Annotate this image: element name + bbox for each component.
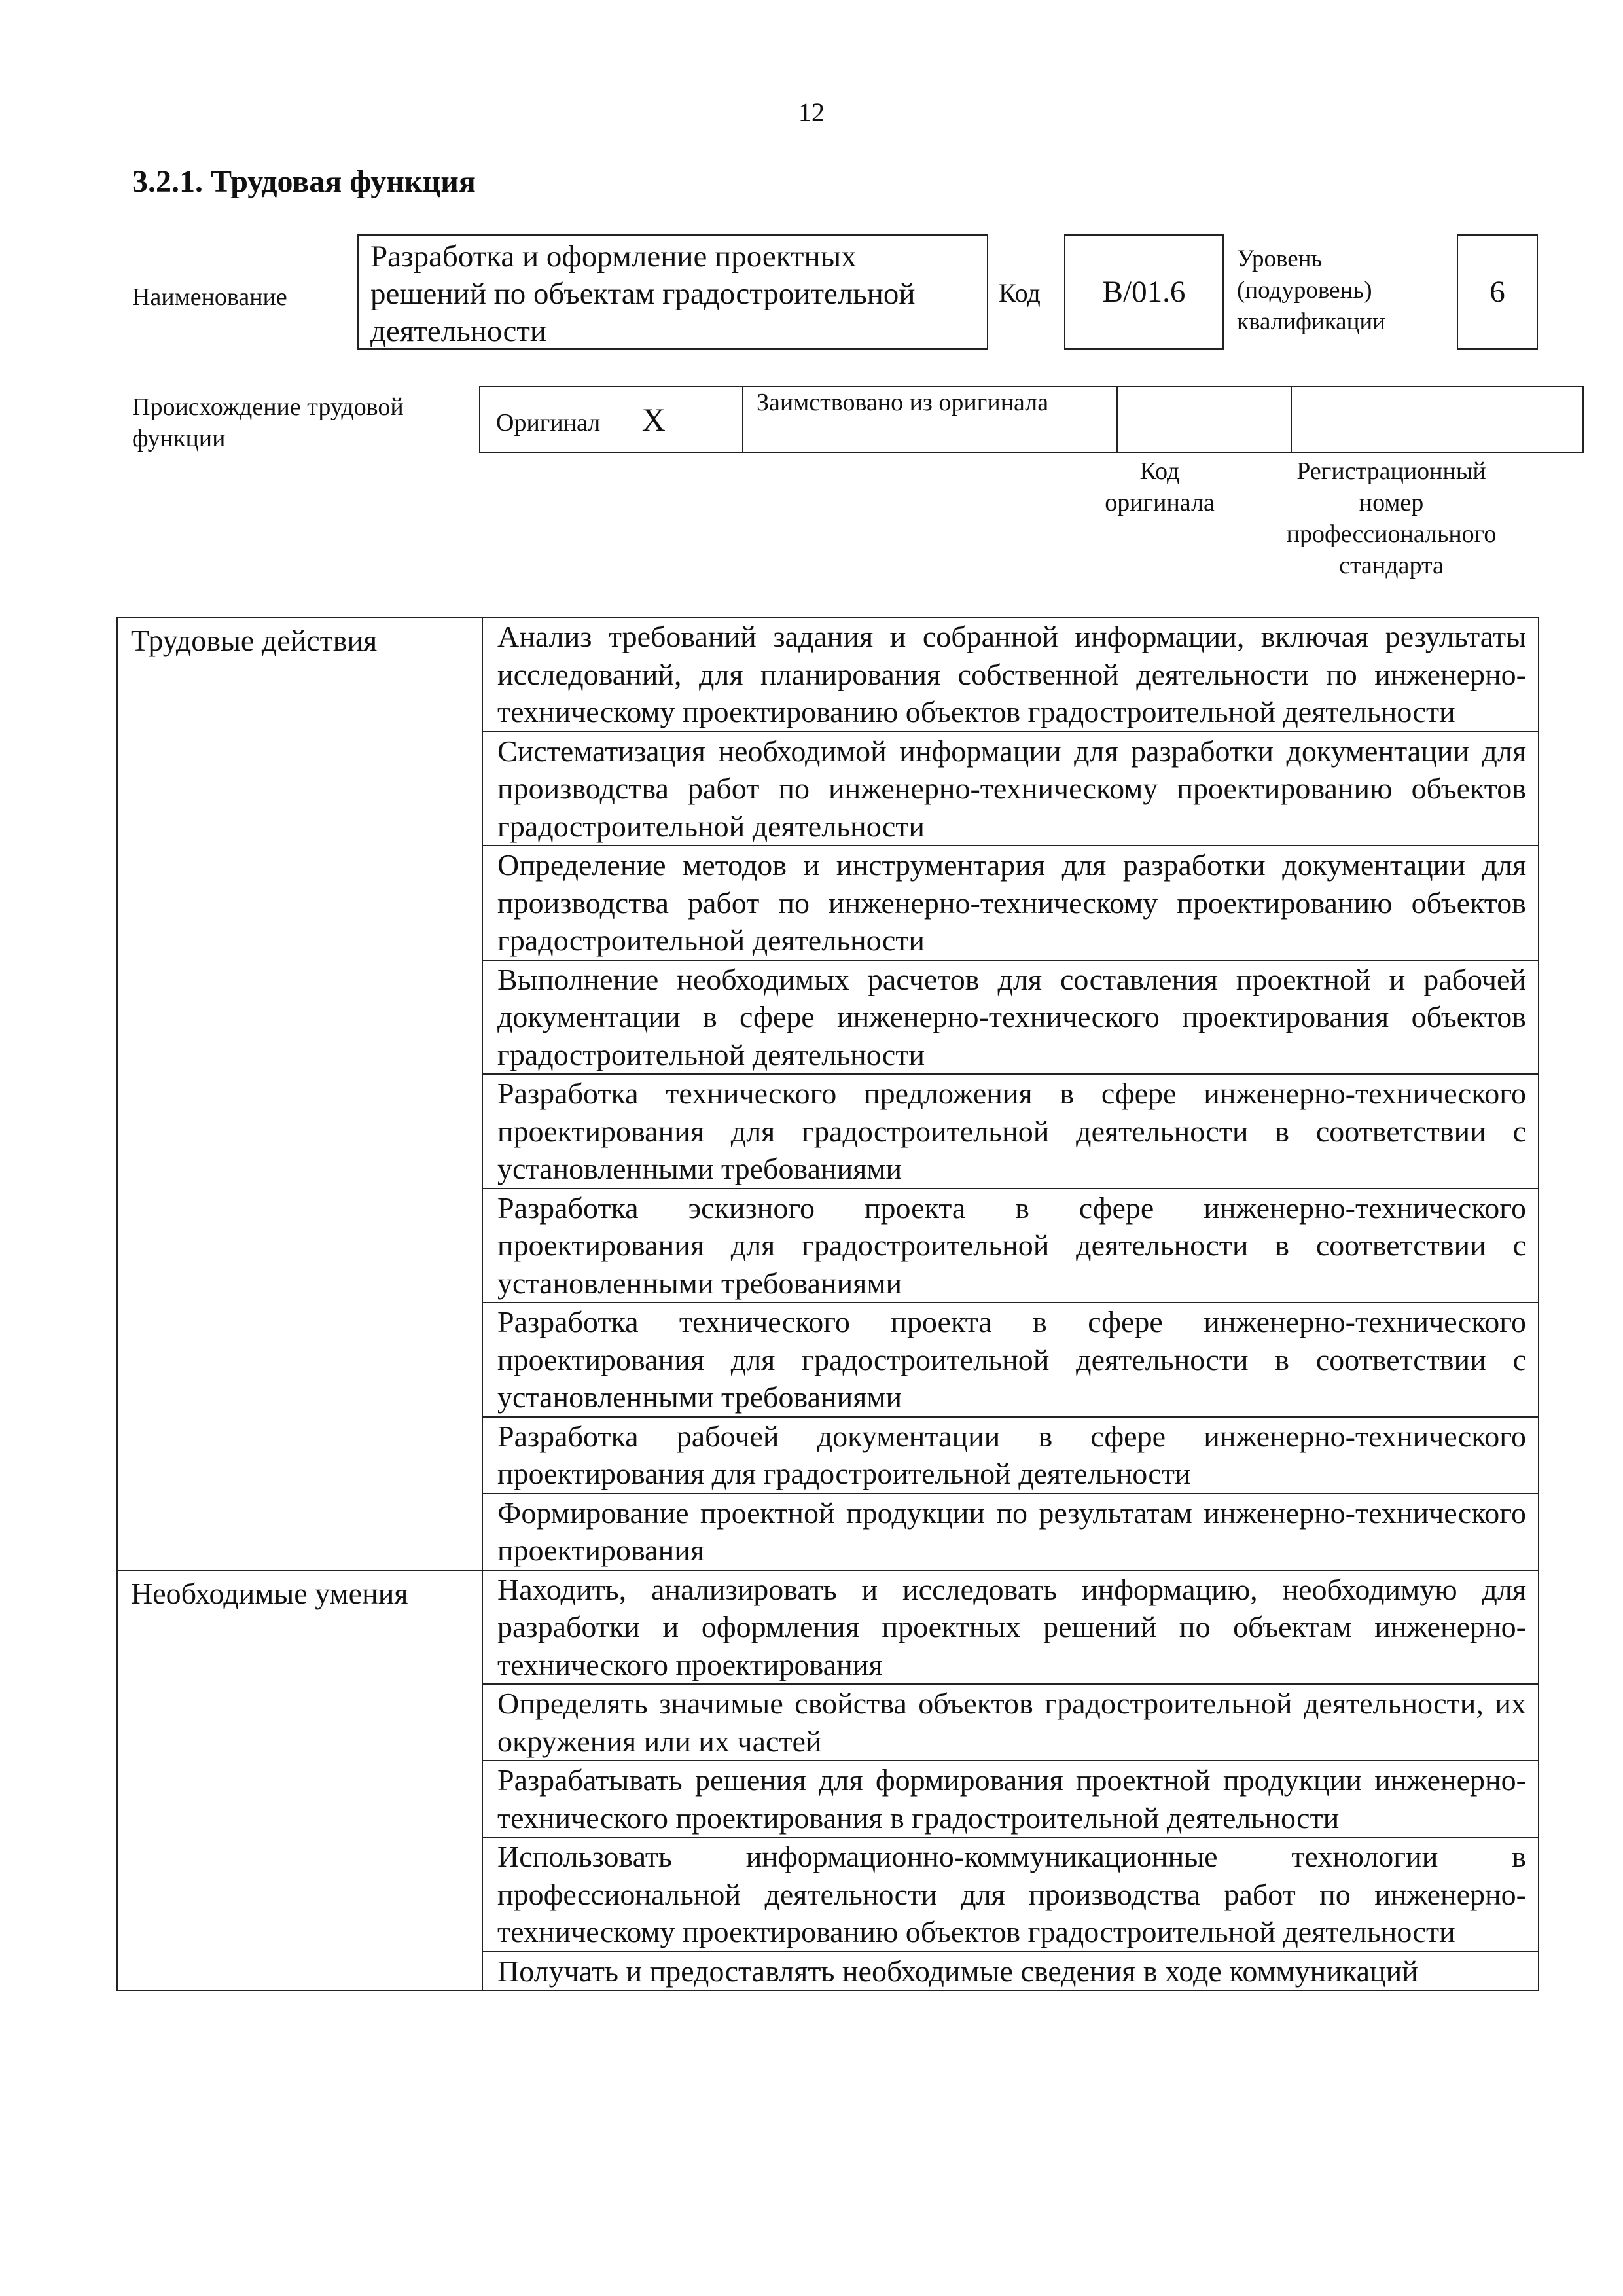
level-label-line-3: квалификации [1237, 308, 1385, 335]
origin-label [132, 391, 404, 454]
table-row [117, 1570, 1539, 1685]
function-details-table [116, 617, 1539, 1991]
section-title: 3.2.1. Трудовая функция [132, 164, 476, 199]
code-label: Код [999, 278, 1041, 308]
level-label [1237, 243, 1385, 338]
original-mark: X [641, 401, 666, 438]
skills-label: Необходимые умения [117, 1570, 482, 1991]
labor-action-item: Разработка технического проекта в сфере инженерно-технического проектирования для градостроительной деятельности в соответствии с установленными требованиями [482, 1302, 1539, 1417]
level-box: 6 [1457, 234, 1538, 350]
registration-caption-line-4: стандарта [1339, 552, 1444, 579]
original-label: Оригинал [496, 409, 601, 437]
page-number: 12 [798, 98, 825, 127]
code-caption-line-2: оригинала [1105, 489, 1215, 516]
labor-action-item: Систематизация необходимой информации для разработки документации для производства работ по инженерно-техническому проектированию объектов градостроительной деятельности [482, 732, 1539, 846]
labor-action-item: Разработка технического предложения в сфере инженерно-технического проектирования для градостроительной деятельности в соответствии с установленными требованиями [482, 1074, 1539, 1189]
skill-item: Получать и предоставлять необходимые сведения в ходе коммуникаций [482, 1952, 1539, 1991]
table-row [117, 617, 1539, 732]
origin-label-line-1: Происхождение трудовой [132, 393, 404, 421]
labor-actions-label: Трудовые действия [117, 617, 482, 1570]
labor-action-item: Разработка рабочей документации в сфере инженерно-технического проектирования для градостроительной деятельности [482, 1417, 1539, 1494]
skill-item: Определять значимые свойства объектов градостроительной деятельности, их окружения или их частей [482, 1684, 1539, 1761]
skill-item: Использовать информационно-коммуникационные технологии в профессиональной деятельности для производства работ по инженерно-техническому проектированию объектов градостроительной деятельности [482, 1837, 1539, 1952]
skill-item: Разрабатывать решения для формирования проектной продукции инженерно-технического проектирования в градостроительной деятельности [482, 1761, 1539, 1837]
registration-caption [1246, 456, 1537, 581]
code-box: B/01.6 [1064, 234, 1224, 350]
origin-label-line-2: функции [132, 425, 226, 452]
name-label: Наименование [132, 283, 287, 311]
level-label-line-2: (подуровень) [1237, 277, 1372, 304]
origin-table [479, 386, 1584, 453]
labor-action-item: Формирование проектной продукции по результатам инженерно-технического проектирования [482, 1494, 1539, 1570]
labor-action-item: Анализ требований задания и собранной информации, включая результаты исследований, для планирования собственной деятельности по инженерно-техническому проектированию объектов градостроительной деятельности [482, 617, 1539, 732]
labor-action-item: Определение методов и инструментария для разработки документации для производства работ по инженерно-техническому проектированию объектов градостроительной деятельности [482, 846, 1539, 960]
original-cell [480, 387, 743, 452]
registration-caption-line-1: Регистрационный [1296, 457, 1486, 485]
borrowed-cell: Заимствовано из оригинала [743, 387, 1117, 452]
labor-action-item: Разработка эскизного проекта в сфере инженерно-технического проектирования для градостроительной деятельности в соответствии с установленными требованиями [482, 1189, 1539, 1303]
labor-action-item: Выполнение необходимых расчетов для составления проектной и рабочей документации в сфере инженерно-технического проектирования объектов градостроительной деятельности [482, 960, 1539, 1075]
code-caption [1073, 456, 1246, 518]
level-label-line-1: Уровень [1237, 245, 1323, 272]
code-caption-line-1: Код [1139, 457, 1180, 485]
registration-number-cell [1291, 387, 1583, 452]
skill-item: Находить, анализировать и исследовать информацию, необходимую для разработки и оформления проектных решений по объектам инженерно-технического проектирования [482, 1570, 1539, 1685]
registration-caption-line-2: номер [1359, 489, 1424, 516]
registration-caption-line-3: профессионального [1286, 520, 1497, 548]
original-code-cell [1117, 387, 1291, 452]
origin-row [480, 387, 1583, 452]
function-name-box: Разработка и оформление проектных решений по объектам градостроительной деятельности [357, 234, 988, 350]
